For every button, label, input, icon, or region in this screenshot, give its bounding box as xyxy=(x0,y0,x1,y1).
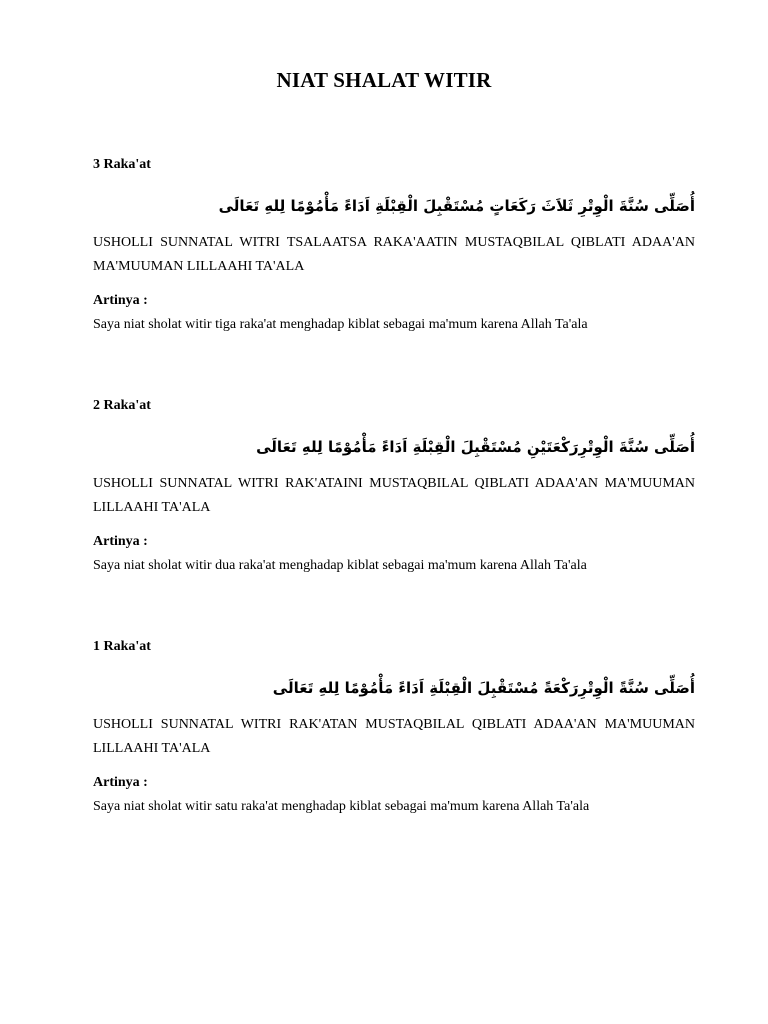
meaning-text: Saya niat sholat witir dua raka'at menghadap kiblat sebagai ma'mum karena Allah Ta'ala xyxy=(93,558,587,573)
page-title: NIAT SHALAT WITIR xyxy=(276,68,492,92)
arabic-niat-text: أُصَلِّى سُنَّةً الْوِتْرِرَكْعَةً مُسْتَقْبِلَ الْقِبْلَةِ اَدَاءً مَأْمُوْمًا لِلهِ تَعَالَى xyxy=(272,679,695,697)
meaning-text: Saya niat sholat witir tiga raka'at menghadap kiblat sebagai ma'mum karena Allah Ta'ala xyxy=(93,317,588,332)
latin-transliteration: USHOLLI SUNNATAL WITRI TSALAATSA RAKA'AATIN MUSTAQBILAL QIBLATI ADAA'AN MA'MUUMAN LILLAAHI TA'ALA xyxy=(93,235,695,274)
latin-transliteration: USHOLLI SUNNATAL WITRI RAK'ATAN MUSTAQBILAL QIBLATI ADAA'AN MA'MUUMAN LILLAAHI TA'ALA xyxy=(93,717,695,756)
section-heading: 3 Raka'at xyxy=(93,157,151,172)
arabic-niat-text: أُصَلِّى سُنَّةَ الْوِتْرِرَكْعَتَيْنِ مُسْتَقْبِلَ الْقِبْلَةِ اَدَاءً مَأْمُوْمًا لِلهِ تَعَالَى xyxy=(256,438,695,456)
latin-transliteration: USHOLLI SUNNATAL WITRI RAK'ATAINI MUSTAQBILAL QIBLATI ADAA'AN MA'MUUMAN LILLAAHI TA'ALA xyxy=(93,476,695,515)
meaning-text: Saya niat sholat witir satu raka'at menghadap kiblat sebagai ma'mum karena Allah Ta'ala xyxy=(93,799,590,814)
section-3-rakaat xyxy=(93,155,695,335)
arabic-niat-text: أُصَلِّى سُنَّةَ الْوِتْرِ ثَلاَثَ رَكَعَاتٍ مُسْتَقْبِلَ الْقِبْلَةِ اَدَاءً مَأْمُوْمًا لِلهِ تَعَالَى xyxy=(218,197,695,215)
artinya-label: Artinya : xyxy=(93,775,148,790)
section-1-rakaat xyxy=(93,637,695,817)
artinya-label: Artinya : xyxy=(93,534,148,549)
section-heading: 1 Raka'at xyxy=(93,639,151,654)
section-2-rakaat xyxy=(93,396,695,576)
section-heading: 2 Raka'at xyxy=(93,398,151,413)
artinya-label: Artinya : xyxy=(93,293,148,308)
